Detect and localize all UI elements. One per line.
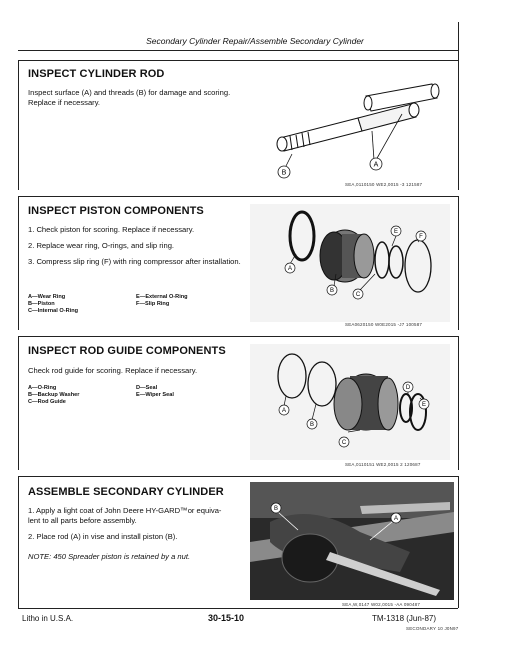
legend-right: [136, 385, 236, 399]
section-title: ASSEMBLE SECONDARY CYLINDER: [28, 486, 224, 498]
section-4-rule: [18, 476, 458, 477]
legend-item: F—Slip Ring: [136, 301, 170, 307]
section-4-right-border: [458, 476, 459, 608]
callout-label: D: [405, 385, 411, 391]
callout-label: B: [273, 506, 279, 512]
callout-label: E: [393, 229, 399, 235]
callout-label: A: [393, 516, 399, 522]
footer-manual-id: TM-1318 (Jun-87): [372, 614, 437, 623]
callout-label: E: [421, 402, 427, 408]
page-header-title: Secondary Cylinder Repair/Assemble Secondary Cylinder: [146, 36, 364, 46]
paragraph: Check rod guide for scoring. Replace if necessary.: [28, 366, 198, 375]
footer-subcode: SECONDARY 10 J0N97: [406, 626, 459, 631]
assembly-note: NOTE: 450 Spreader piston is retained by a nut.: [28, 552, 191, 561]
paragraph: Inspect surface (A) and threads (B) for damage and scoring.: [28, 88, 231, 97]
step: 3. Compress slip ring (F) with ring compressor after installation.: [28, 257, 241, 266]
callout-label: B: [281, 169, 287, 177]
legend-item: E—External O-Ring: [136, 294, 188, 300]
piston-components-photo: [250, 204, 450, 322]
header-rule: [18, 50, 458, 51]
cylinder-rod-illustration: [262, 76, 452, 186]
legend-item: C—Internal O-Ring: [28, 308, 79, 314]
callout-label: A: [281, 408, 287, 414]
callout-label: C: [355, 292, 361, 298]
legend-left: [28, 385, 128, 406]
section-3-rule: [18, 336, 458, 337]
section-title: INSPECT ROD GUIDE COMPONENTS: [28, 345, 226, 357]
assembly-photo: [250, 482, 454, 600]
step: 2. Replace wear ring, O-rings, and slip ring.: [28, 241, 175, 250]
callout-label: B: [329, 288, 335, 294]
legend-item: D—Seal: [136, 385, 158, 391]
legend-left: [28, 294, 128, 315]
section-4-bottom-rule: [18, 608, 458, 609]
callout-label: B: [309, 422, 315, 428]
legend-item: E—Wiper Seal: [136, 392, 174, 398]
section-3-left-border: [18, 336, 19, 470]
callout-label: A: [287, 266, 293, 272]
section-2-left-border: [18, 196, 19, 330]
figure-caption: SEA,W,0147 W02,0015 -AA 090487: [342, 602, 421, 607]
section-2-rule: [18, 196, 458, 197]
section-body: [28, 366, 243, 376]
figure-caption: SEA0620150 W0E2015 -J7 100587: [345, 322, 423, 327]
callout-label: F: [419, 234, 423, 240]
section-4-left-border: [18, 476, 19, 608]
page-edge-tick: [458, 22, 459, 60]
figure-caption: SEA,0110150 WE2,0015 -3 121587: [345, 182, 423, 187]
section-title: INSPECT CYLINDER ROD: [28, 68, 165, 80]
legend-item: C—Rod Guide: [28, 399, 66, 405]
section-title: INSPECT PISTON COMPONENTS: [28, 205, 204, 217]
section-body: [28, 225, 243, 273]
figure-caption: SEA,0110151 WE2,0015 2 120687: [345, 462, 421, 467]
callout-label: A: [373, 161, 379, 169]
legend-item: A—Wear Ring: [28, 294, 66, 300]
callout-label: C: [341, 440, 347, 446]
rod-guide-components-photo: [250, 344, 450, 460]
legend-item: A—O-Ring: [28, 385, 57, 391]
section-3-right-border: [458, 336, 459, 470]
section-2-right-border: [458, 196, 459, 330]
section-1-rule: [18, 60, 458, 61]
step: lent to all parts before assembly.: [28, 516, 137, 525]
paragraph: Replace if necessary.: [28, 98, 101, 107]
step: 1. Check piston for scoring. Replace if necessary.: [28, 225, 195, 234]
footer-litho: Litho in U.S.A.: [22, 614, 74, 623]
step: 1. Apply a light coat of John Deere HY-GARD™or equiva-: [28, 506, 222, 515]
section-1-right-border: [458, 60, 459, 190]
footer-page-number: 30-15-10: [208, 613, 245, 623]
section-body: [28, 88, 248, 108]
section-1-left-border: [18, 60, 19, 190]
section-body: [28, 506, 248, 548]
legend-item: B—Backup Washer: [28, 392, 80, 398]
legend-item: B—Piston: [28, 301, 55, 307]
legend-right: [136, 294, 236, 308]
step: 2. Place rod (A) in vise and install piston (B).: [28, 532, 178, 541]
